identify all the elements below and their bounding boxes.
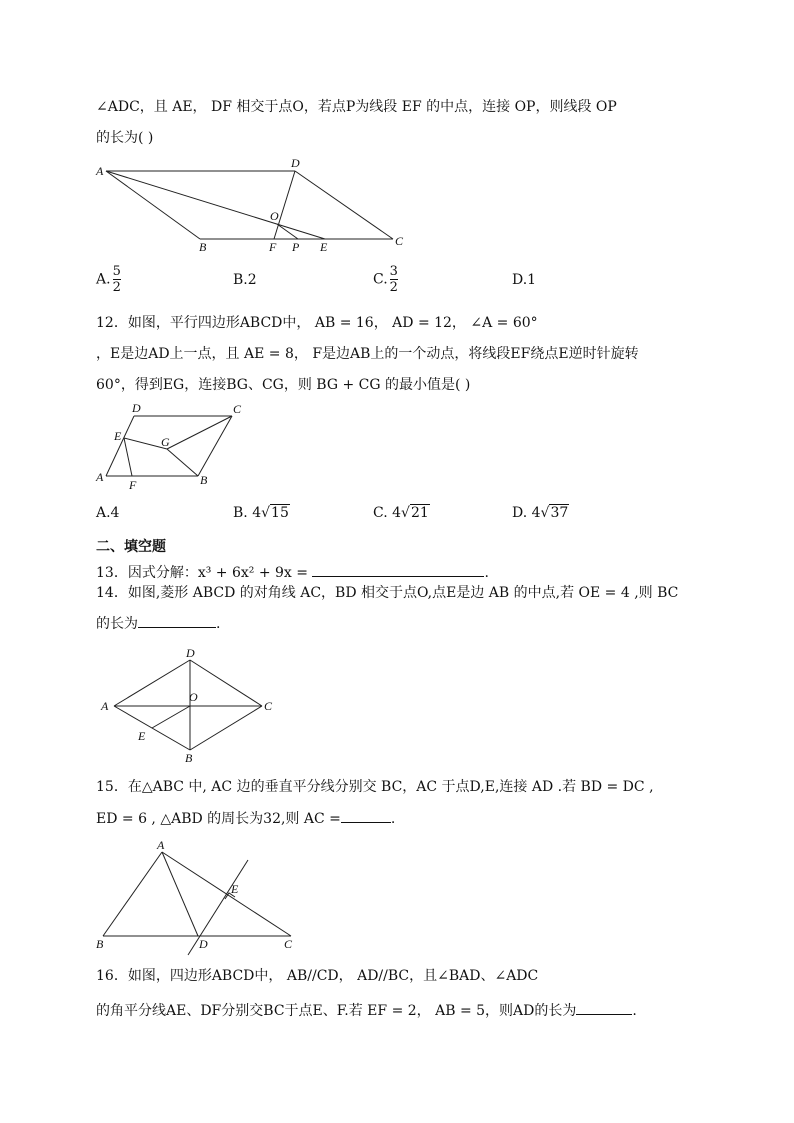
- q13-line: 13．因式分解：x³ + 6x² + 9x = .: [96, 562, 489, 582]
- fraction-numerator: 3: [389, 264, 398, 279]
- q14-label-B: B: [185, 751, 193, 765]
- q12-option-b-prefix: B. 4: [233, 505, 262, 521]
- section-heading: 二、填空题: [96, 539, 166, 555]
- q15-label-E: E: [231, 882, 239, 896]
- q11-label-O: O: [270, 209, 279, 223]
- q11-label-E: E: [320, 240, 328, 254]
- q14-label-E: E: [138, 729, 146, 743]
- q16-line2: 的角平分线AE、DF分别交BC于点E、F.若 EF = 2， AB = 5，则AD的长为 .: [96, 1000, 637, 1020]
- q15-line1: 15．在△ABC 中, AC 边的垂直平分线分别交 BC，AC 于点D,E,连接 AD .若 BD = DC ,: [96, 779, 654, 795]
- q12-label-D: D: [132, 401, 141, 415]
- q12-option-c-prefix: C. 4: [373, 505, 402, 521]
- q15-line2: ED = 6 , △ABD 的周长为32,则 AC = .: [96, 808, 395, 828]
- q12-label-A: A: [96, 470, 104, 484]
- q11-label-F: F: [269, 240, 277, 254]
- q14-label-A: A: [101, 699, 109, 713]
- q12-option-d[interactable]: D. 4√37: [512, 505, 569, 521]
- q11-option-a-prefix: A.: [96, 271, 111, 288]
- q14-label-C: C: [264, 699, 273, 713]
- radicand: 15: [271, 505, 289, 521]
- fraction-denominator: 2: [112, 280, 121, 295]
- q13-text: 13．因式分解：x³ + 6x² + 9x =: [96, 565, 308, 581]
- q11-option-b[interactable]: B.2: [233, 272, 257, 288]
- fraction-denominator: 2: [389, 280, 398, 295]
- q12-label-F: F: [129, 478, 137, 492]
- radicand: 21: [410, 505, 429, 521]
- q12-line3: 60°，得到EG，连接BG、CG，则 BG + CG 的最小值是( ): [96, 377, 471, 393]
- q14-label-D: D: [186, 646, 195, 660]
- q12-line1: 12．如图，平行四边形ABCD中， AB = 16， AD = 12， ∠A = 60°: [96, 315, 538, 331]
- q11-label-B: B: [199, 240, 207, 254]
- q12-label-E: E: [114, 429, 122, 443]
- q12-line2: ，E是边AD上一点，且 AE = 8， F是边AB上的一个动点，将线段EF绕点E逆时针旋转: [96, 346, 639, 362]
- q11-line1: ∠ADC，且 AE， DF 相交于点O，若点P为线段 EF 的中点，连接 OP，则线段 OP: [96, 99, 617, 115]
- q12-label-C: C: [233, 402, 242, 416]
- q11-label-A: A: [96, 164, 104, 178]
- q14-label-O: O: [189, 690, 198, 704]
- fraction-numerator: 5: [112, 264, 121, 279]
- q11-label-D: D: [291, 156, 300, 170]
- q15-label-D: D: [199, 937, 208, 951]
- q11-option-d[interactable]: D.1: [512, 272, 537, 288]
- q16-answer-blank[interactable]: [576, 1000, 632, 1015]
- q12-label-B: B: [200, 473, 208, 487]
- q15-label-B: B: [96, 937, 104, 951]
- q12-option-d-prefix: D. 4: [512, 505, 541, 521]
- q11-line2: 的长为( ): [96, 130, 154, 146]
- q12-option-b[interactable]: B. 4√15: [233, 505, 289, 521]
- q11-label-C: C: [395, 234, 404, 248]
- q15-line2-text: ED = 6 , △ABD 的周长为32,则 AC =: [96, 811, 341, 827]
- q15-label-A: A: [157, 838, 165, 852]
- q15-label-C: C: [284, 937, 293, 951]
- q12-label-G: G: [161, 435, 170, 449]
- q12-option-c[interactable]: C. 4√21: [373, 505, 429, 521]
- q12-option-a[interactable]: A.4: [96, 505, 120, 521]
- q16-line1: 16．如图，四边形ABCD中， AB//CD， AD//BC，且∠BAD、∠ADC: [96, 968, 539, 984]
- q14-line2-text: 的长为: [96, 616, 138, 632]
- q14-line2: 的长为 .: [96, 613, 220, 633]
- q14-line1: 14．如图,菱形 ABCD 的对角线 AC，BD 相交于点O,点E是边 AB 的中点,若 OE = 4 ,则 BC: [96, 585, 679, 601]
- q11-option-c-prefix: C.: [373, 271, 388, 288]
- q11-label-P: P: [292, 240, 300, 254]
- radicand: 37: [550, 505, 569, 521]
- q16-line2-text: 的角平分线AE、DF分别交BC于点E、F.若 EF = 2， AB = 5，则AD的长为: [96, 1003, 577, 1019]
